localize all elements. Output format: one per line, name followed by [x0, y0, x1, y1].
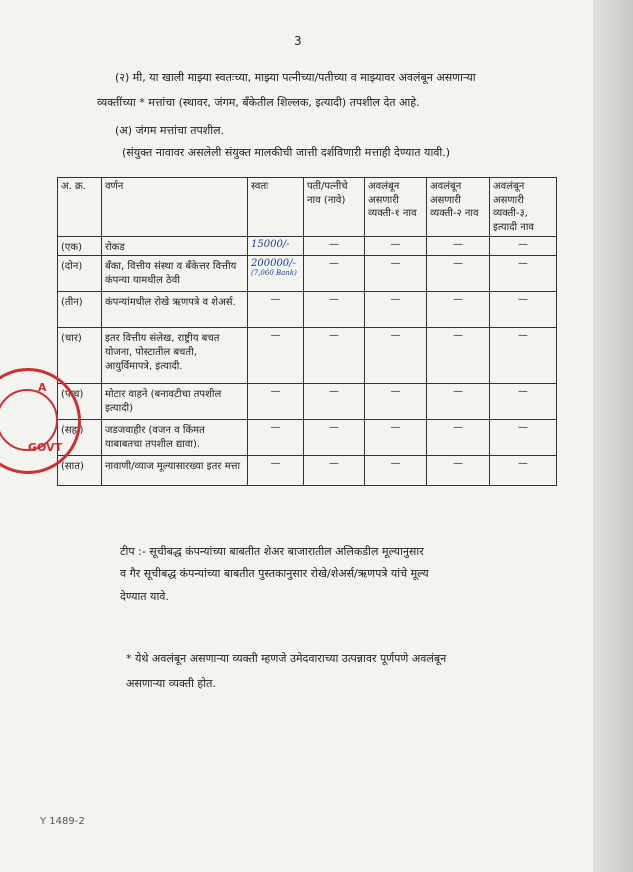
- row-spouse-value: [304, 456, 365, 486]
- row-dependent-2-value-text: —: [453, 239, 463, 250]
- row-description-text: कंपन्यांमधील रोखे ऋणपत्रे व शेअर्स.: [105, 297, 236, 308]
- row-number: [58, 292, 102, 328]
- page-edge-shadow: [593, 0, 633, 872]
- row-number-text: (दोन): [61, 261, 83, 272]
- footnote-line-2: असणाऱ्या व्यक्ती होत.: [126, 677, 216, 690]
- row-spouse-value: [304, 256, 365, 292]
- row-dependent-3-value: [490, 420, 557, 456]
- row-spouse-value-text: —: [329, 422, 339, 433]
- table-row: [58, 292, 557, 328]
- row-self-value: [248, 328, 304, 384]
- table-header-row: [58, 178, 557, 237]
- row-number: [58, 456, 102, 486]
- row-self-value: [248, 237, 304, 256]
- row-dependent-2-value-text: —: [453, 258, 463, 269]
- row-dependent-2-value-text: —: [453, 294, 463, 305]
- row-dependent-1-value-text: —: [390, 458, 401, 469]
- row-dependent-2-value: [427, 256, 490, 292]
- row-dependent-2-value: [427, 384, 490, 420]
- note-line-1: टीप :- सूचीबद्ध कंपन्यांच्या बाबतीत शेअर बाजारातील अलिकडील मूल्यानुसार: [120, 545, 424, 558]
- header-spouse: पती/पत्नीचे नाव (नावे): [304, 178, 365, 237]
- row-dependent-3-value: [490, 384, 557, 420]
- row-dependent-1-value: [365, 237, 427, 256]
- row-number-text: (सहा): [61, 425, 84, 436]
- header-self: स्वतः: [248, 178, 304, 237]
- row-dependent-2-value-text: —: [453, 330, 463, 341]
- movable-assets-table: [57, 177, 557, 486]
- row-dependent-3-value-text: —: [518, 239, 528, 250]
- row-dependent-3-value-text: —: [518, 422, 528, 433]
- table-row: [58, 237, 557, 256]
- row-spouse-value: [304, 328, 365, 384]
- row-dependent-1-value-text: —: [390, 258, 401, 269]
- row-dependent-1-value-text: —: [390, 422, 401, 433]
- row-dependent-1-value: [365, 456, 427, 486]
- row-self-value: [248, 420, 304, 456]
- seal-text-top: A: [38, 381, 47, 394]
- header-dependent-1: अवलंबून असणारी व्यक्ती-१ नाव: [365, 178, 427, 237]
- row-number-text: (चार): [61, 333, 82, 344]
- row-number-text: (पाच): [61, 389, 84, 400]
- row-dependent-1-value: [365, 384, 427, 420]
- intro-line-1: (२) मी, या खाली माझ्या स्वतःच्या, माझ्या पत्नीच्या/पतीच्या व माझ्यावर अवलंबून असणाऱ्या: [115, 71, 476, 84]
- row-description: [102, 292, 248, 328]
- row-spouse-value: [304, 292, 365, 328]
- row-dependent-2-value: [427, 456, 490, 486]
- row-dependent-1-value-text: —: [390, 330, 401, 341]
- row-self-value-text: —: [270, 294, 281, 305]
- seal-text-bottom: GOVT: [28, 441, 63, 454]
- row-description: [102, 328, 248, 384]
- row-dependent-3-value: [490, 456, 557, 486]
- row-self-subnote: (7,060 Bank): [251, 269, 297, 277]
- row-dependent-3-value: [490, 256, 557, 292]
- row-description-text: जडजवाहीर (वजन व किंमत याबाबतचा तपशील द्यावा).: [105, 425, 205, 450]
- row-self-value-text: —: [270, 386, 281, 397]
- row-dependent-2-value-text: —: [453, 422, 463, 433]
- row-description-text: नावाणी/व्याज मूल्यासारख्या इतर मत्ता: [105, 461, 241, 472]
- form-code: Y 1489-2: [40, 816, 85, 827]
- row-dependent-1-value-text: —: [390, 294, 401, 305]
- row-number-text: (सात): [61, 461, 84, 472]
- row-number: [58, 328, 102, 384]
- row-self-value-text: —: [270, 330, 281, 341]
- header-dependent-2: अवलंबून असणारी व्यक्ती-२ नाव: [427, 178, 490, 237]
- header-serial: अ. क्र.: [58, 178, 102, 237]
- header-dependent-3: अवलंबून असणारी व्यक्ती-३, इत्यादी नाव: [490, 178, 557, 237]
- row-spouse-value-text: —: [329, 258, 339, 269]
- row-self-value-text: —: [270, 458, 281, 469]
- row-dependent-2-value-text: —: [453, 458, 463, 469]
- row-description: [102, 237, 248, 256]
- table-row: [58, 328, 557, 384]
- table-row: [58, 256, 557, 292]
- row-description: [102, 420, 248, 456]
- row-dependent-1-value-text: —: [390, 239, 401, 250]
- table-row: [58, 420, 557, 456]
- row-self-value-text: —: [270, 422, 281, 433]
- row-description-text: इतर वित्तीय संलेख, राष्ट्रीय बचत योजना, पोस्टातील बचती, आयुर्विमापत्रे, इत्यादी.: [105, 333, 220, 372]
- row-spouse-value-text: —: [329, 239, 339, 250]
- note-line-2: व गैर सूचीबद्ध कंपन्यांच्या बाबतीत पुस्तकानुसार रोखे/शेअर्स/ऋणपत्रे यांचे मूल्य: [120, 567, 429, 580]
- row-spouse-value-text: —: [329, 330, 339, 341]
- row-dependent-3-value-text: —: [518, 330, 528, 341]
- table-row: [58, 456, 557, 486]
- row-dependent-3-value: [490, 292, 557, 328]
- row-dependent-1-value: [365, 292, 427, 328]
- row-self-value-text: 200000/-: [251, 258, 296, 269]
- header-description: वर्णन: [102, 178, 248, 237]
- row-description-text: रोकड: [105, 242, 125, 253]
- row-description-text: बँका, वित्तीय संस्था व बँकेत्तर वित्तीय कंपन्या यामधील ठेवी: [105, 261, 237, 286]
- page-number: 3: [294, 34, 302, 48]
- row-spouse-value-text: —: [329, 386, 339, 397]
- intro-line-2: व्यक्तींच्या * मत्तांचा (स्थावर, जंगम, बँकेतील शिल्लक, इत्यादी) तपशील देत आहे.: [97, 96, 420, 109]
- row-self-value: [248, 256, 304, 292]
- row-self-value: [248, 456, 304, 486]
- row-dependent-2-value: [427, 328, 490, 384]
- row-dependent-3-value: [490, 328, 557, 384]
- row-spouse-value-text: —: [329, 458, 339, 469]
- row-dependent-1-value-text: —: [390, 386, 401, 397]
- row-description: [102, 384, 248, 420]
- row-dependent-3-value-text: —: [518, 294, 528, 305]
- row-self-value: [248, 384, 304, 420]
- row-spouse-value: [304, 420, 365, 456]
- row-spouse-value: [304, 237, 365, 256]
- section-subheading: (संयुक्त नावावर असलेली संयुक्त मालकीची जात्ती दर्शविणारी मत्ताही देण्यात यावी.): [122, 146, 451, 159]
- note-line-3: देण्यात यावे.: [120, 590, 169, 603]
- row-dependent-3-value: [490, 237, 557, 256]
- row-description-text: मोटार वाहने (बनावटीचा तपशील इत्यादी): [105, 389, 222, 414]
- row-dependent-2-value: [427, 292, 490, 328]
- row-dependent-2-value: [427, 420, 490, 456]
- row-self-value-text: 15000/-: [251, 239, 290, 250]
- table-row: [58, 384, 557, 420]
- row-dependent-1-value: [365, 420, 427, 456]
- row-dependent-2-value: [427, 237, 490, 256]
- row-number-text: (तीन): [61, 297, 83, 308]
- row-dependent-1-value: [365, 328, 427, 384]
- row-dependent-3-value-text: —: [518, 386, 528, 397]
- row-number: [58, 237, 102, 256]
- row-dependent-3-value-text: —: [518, 458, 528, 469]
- row-number-text: (एक): [61, 242, 83, 253]
- section-heading: (अ) जंगम मत्तांचा तपशील.: [115, 124, 225, 137]
- row-spouse-value-text: —: [329, 294, 339, 305]
- row-spouse-value: [304, 384, 365, 420]
- row-self-value: [248, 292, 304, 328]
- footnote-line-1: * येथे अवलंबून असणाऱ्या व्यक्ती म्हणजे उमेदवाराच्या उत्पन्नावर पूर्णपणे अवलंबून: [126, 652, 447, 665]
- row-dependent-3-value-text: —: [518, 258, 528, 269]
- row-description: [102, 256, 248, 292]
- row-description: [102, 456, 248, 486]
- row-dependent-2-value-text: —: [453, 386, 463, 397]
- row-number: [58, 256, 102, 292]
- row-dependent-1-value: [365, 256, 427, 292]
